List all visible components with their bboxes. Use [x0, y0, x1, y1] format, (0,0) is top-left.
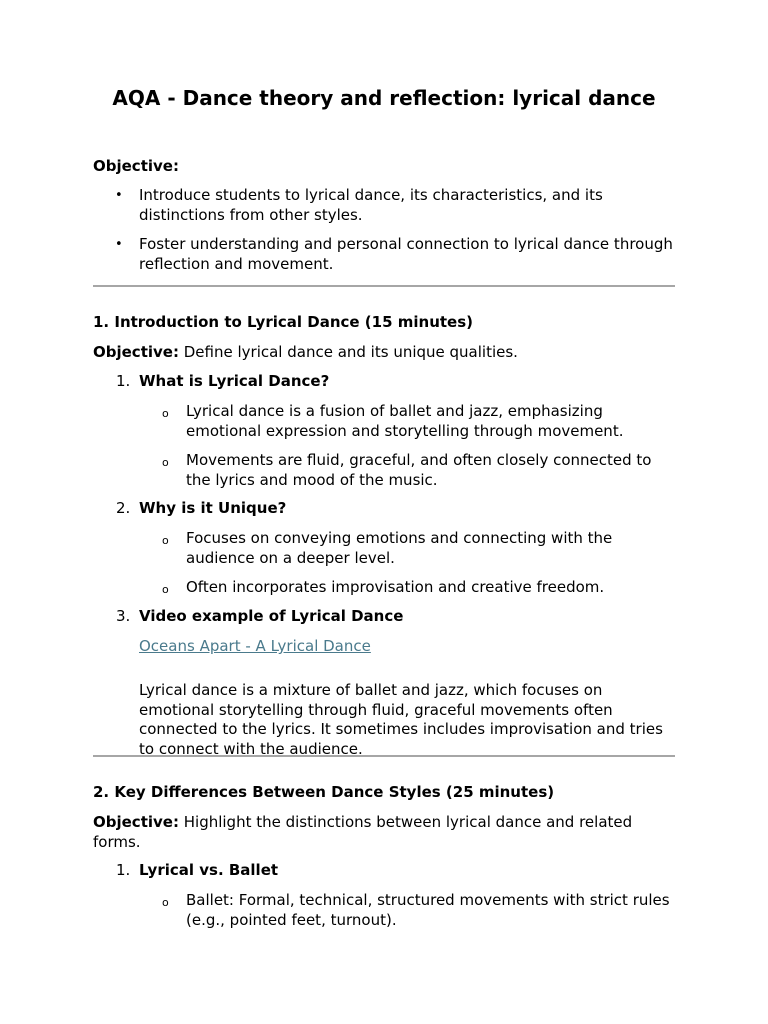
- item-title: Video example of Lyrical Dance: [139, 607, 404, 625]
- section-heading: 2. Key Differences Between Dance Styles (25 minutes): [93, 783, 555, 801]
- item-title: Why is it Unique?: [139, 499, 287, 517]
- bullet-icon: •: [115, 188, 123, 203]
- objective-text: Define lyrical dance and its unique qualities.: [183, 343, 518, 361]
- summary-paragraph: Lyrical dance is a mixture of ballet and jazz, which focuses on emotional storytelling through fluid, graceful movements often connected to the lyrics. It sometimes includes improvisation and tries to connect with the audience.: [139, 681, 663, 758]
- sub-bullet-text: Often incorporates improvisation and creative freedom.: [186, 578, 605, 596]
- circle-bullet-icon: o: [162, 534, 169, 547]
- page-title: AQA - Dance theory and reflection: lyrical dance: [112, 86, 656, 110]
- sub-bullet-text: Lyrical dance is a fusion of ballet and jazz, emphasizing emotional expression and storytelling through movement.: [186, 402, 624, 440]
- objective-text: Foster understanding and personal connection to lyrical dance through reflection and movement.: [139, 235, 673, 273]
- circle-bullet-icon: o: [162, 407, 169, 420]
- circle-bullet-icon: o: [162, 456, 169, 469]
- circle-bullet-icon: o: [162, 583, 169, 596]
- objective-heading: Objective:: [93, 157, 179, 175]
- item-number: 1.: [116, 372, 131, 390]
- section-divider: [93, 755, 675, 757]
- video-link[interactable]: Oceans Apart - A Lyrical Dance: [139, 637, 371, 655]
- circle-bullet-icon: o: [162, 896, 169, 909]
- sub-bullet-text: Focuses on conveying emotions and connecting with the audience on a deeper level.: [186, 529, 613, 567]
- objective-label: Objective:: [93, 813, 179, 831]
- item-number: 2.: [116, 499, 131, 517]
- item-title: Lyrical vs. Ballet: [139, 861, 279, 879]
- objective-text: Introduce students to lyrical dance, its characteristics, and its distinctions from other styles.: [139, 186, 603, 224]
- section-objective: [93, 813, 675, 852]
- sub-bullet-text: Ballet: Formal, technical, structured movements with strict rules (e.g., pointed feet, turnout).: [186, 891, 670, 929]
- sub-bullet-text: Movements are fluid, graceful, and often closely connected to the lyrics and mood of the music.: [186, 451, 652, 489]
- item-number: 3.: [116, 607, 131, 625]
- section-objective: [93, 343, 518, 363]
- item-title: What is Lyrical Dance?: [139, 372, 330, 390]
- item-number: 1.: [116, 861, 131, 879]
- bullet-icon: •: [115, 237, 123, 252]
- objective-text: Highlight the distinctions between lyrical dance and related forms.: [93, 813, 633, 851]
- section-divider: [93, 285, 675, 287]
- section-heading: 1. Introduction to Lyrical Dance (15 minutes): [93, 313, 473, 331]
- objective-label: Objective:: [93, 343, 179, 361]
